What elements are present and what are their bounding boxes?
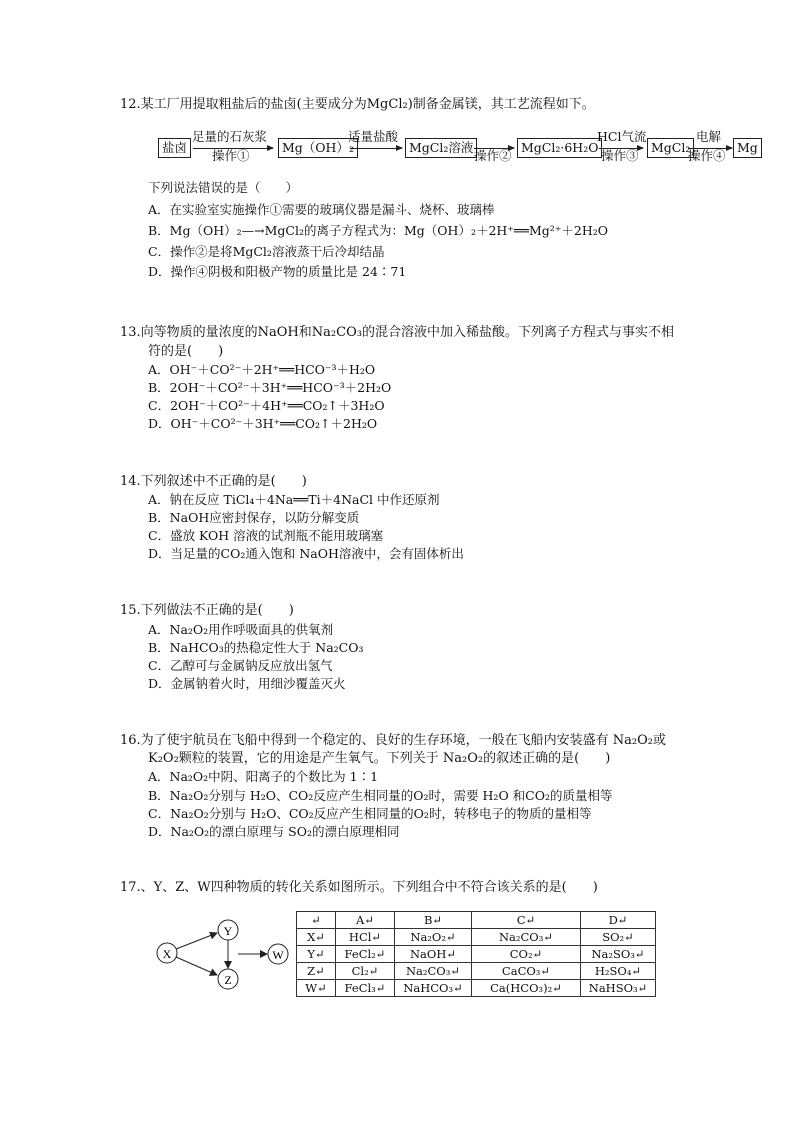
table-cell: X↵ bbox=[297, 929, 336, 946]
q16-title-cont: K₂O₂颗粒的装置，它的用途是产生氧气。下列关于 Na₂O₂的叙述正确的是( ) bbox=[148, 751, 611, 766]
q12-option-d: D．操作④阴极和阳极产物的质量比是 24∶71 bbox=[148, 264, 407, 279]
table-header-cell: ↵ bbox=[297, 912, 336, 929]
q13-title-cont: 符的是( ) bbox=[148, 344, 224, 359]
node-y-label: Y bbox=[223, 924, 233, 938]
arrow-x-y bbox=[176, 933, 217, 949]
q12-option-a: A．在实验室实施操作①需要的玻璃仪器是漏斗、烧杯、玻璃棒 bbox=[148, 202, 495, 217]
flow-box-mgcl2: MgCl₂ bbox=[647, 138, 694, 158]
q14-option-a: A．钠在反应 TiCl₄＋4Na══Ti＋4NaCl 中作还原剂 bbox=[148, 492, 440, 507]
q16-option-d: D．Na₂O₂的漂白原理与 SO₂的漂白原理相同 bbox=[148, 824, 400, 839]
flow-arrow3-bottom: 操作② bbox=[474, 148, 512, 163]
flow-arrow2 bbox=[350, 148, 402, 149]
flow-box-mgcl2-hydrate: MgCl₂·6H₂O bbox=[517, 138, 602, 158]
q16-option-a: A．Na₂O₂中阴、阳离子的个数比为 1∶1 bbox=[148, 769, 379, 784]
flow-arrow4-top: HCl气流 bbox=[597, 129, 647, 144]
table-header-row bbox=[297, 912, 656, 929]
flow-arrow5-top: 电解 bbox=[696, 129, 722, 144]
q15-option-b: B．NaHCO₃的热稳定性大于 Na₂CO₃ bbox=[148, 640, 364, 655]
flow-box-mg: Mg bbox=[733, 138, 762, 158]
flow-arrow2-top: 适量盐酸 bbox=[348, 129, 399, 144]
table-row bbox=[297, 963, 656, 980]
table-cell: CO₂↵ bbox=[472, 946, 581, 963]
q16-option-b: B．Na₂O₂分别与 H₂O、CO₂反应产生相同量的O₂时，需要 H₂O 和CO₂的质量相等 bbox=[148, 788, 613, 803]
q17-title: 17.、Y、Z、W四种物质的转化关系如图所示。下列组合中不符合该关系的是( ) bbox=[120, 880, 598, 895]
q14-option-b: B．NaOH应密封保存，以防分解变质 bbox=[148, 510, 360, 525]
table-cell: Na₂O₂↵ bbox=[395, 929, 472, 946]
table-row bbox=[297, 946, 656, 963]
q14-option-c: C．盛放 KOH 溶液的试剂瓶不能用玻璃塞 bbox=[148, 528, 384, 543]
q13-option-b: B．2OH⁻＋CO²⁻＋3H⁺══HCO⁻³＋2H₂O bbox=[148, 380, 392, 395]
table-header-cell: A↵ bbox=[336, 912, 395, 929]
table-cell: Na₂CO₃↵ bbox=[395, 963, 472, 980]
q13-option-a: A．OH⁻＋CO²⁻＋2H⁺══HCO⁻³＋H₂O bbox=[148, 362, 376, 377]
q12-option-c: C．操作②是将MgCl₂溶液蒸干后冷却结晶 bbox=[148, 244, 385, 259]
q15-title: 15.下列做法不正确的是( ) bbox=[120, 603, 294, 618]
table-header-cell: C↵ bbox=[472, 912, 581, 929]
flow-arrow4-bottom: 操作③ bbox=[601, 148, 639, 163]
arrow-x-z bbox=[176, 957, 217, 975]
table-cell: HCl↵ bbox=[336, 929, 395, 946]
q14-option-d: D．当足量的CO₂通入饱和 NaOH溶液中，会有固体析出 bbox=[148, 546, 464, 561]
table-cell: NaHCO₃↵ bbox=[395, 980, 472, 997]
table-cell: CaCO₃↵ bbox=[472, 963, 581, 980]
q17-conversion-diagram bbox=[150, 912, 295, 994]
table-cell: NaHSO₃↵ bbox=[581, 980, 656, 997]
node-z-label: Z bbox=[224, 973, 232, 987]
flow-arrow1-top: 足量的石灰浆 bbox=[192, 129, 268, 144]
table-cell: Y↵ bbox=[297, 946, 336, 963]
flow-arrow1-bottom: 操作① bbox=[212, 148, 250, 163]
q12-option-b: B．Mg（OH）₂—→MgCl₂的离子方程式为：Mg（OH）₂＋2H⁺══Mg²⁺＋2H₂O bbox=[148, 223, 608, 238]
table-header-cell: B↵ bbox=[395, 912, 472, 929]
node-x-label: X bbox=[162, 947, 172, 961]
flow-box-mgcl2-solution: MgCl₂溶液 bbox=[405, 138, 477, 158]
table-cell: FeCl₃↵ bbox=[336, 980, 395, 997]
table-cell: SO₂↵ bbox=[581, 929, 656, 946]
q17-options-table bbox=[296, 911, 656, 997]
q16-title: 16.为了使宇航员在飞船中得到一个稳定的、良好的生存环境，一般在飞船内安装盛有 Na₂O₂或 bbox=[120, 733, 667, 748]
q16-option-c: C．Na₂O₂分别与 H₂O、CO₂反应产生相同量的O₂时，转移电子的物质的量相等 bbox=[148, 806, 592, 821]
table-cell: NaOH↵ bbox=[395, 946, 472, 963]
q13-option-c: C．2OH⁻＋CO²⁻＋4H⁺══CO₂↑＋3H₂O bbox=[148, 398, 385, 413]
q13-option-d: D．OH⁻＋CO²⁻＋3H⁺══CO₂↑＋2H₂O bbox=[148, 416, 378, 431]
node-w-label: W bbox=[272, 948, 284, 962]
table-cell: H₂SO₄↵ bbox=[581, 963, 656, 980]
q15-option-a: A．Na₂O₂用作呼吸面具的供氧剂 bbox=[148, 622, 334, 637]
q12-title: 12.某工厂用提取粗盐后的盐卤(主要成分为MgCl₂)制备金属镁，其工艺流程如下。 bbox=[120, 97, 595, 112]
flow-box-brine: 盐卤 bbox=[158, 138, 191, 158]
table-cell: FeCl₂↵ bbox=[336, 946, 395, 963]
table-cell: Na₂SO₃↵ bbox=[581, 946, 656, 963]
table-cell: Na₂CO₃↵ bbox=[472, 929, 581, 946]
q12-stem: 下列说法错误的是（ ） bbox=[148, 180, 299, 195]
q15-option-d: D．金属钠着火时，用细沙覆盖灭火 bbox=[148, 676, 346, 691]
table-cell: Z↵ bbox=[297, 963, 336, 980]
q13-title: 13.向等物质的量浓度的NaOH和Na₂CO₃的混合溶液中加入稀盐酸。下列离子方程式与事实不相 bbox=[120, 325, 674, 340]
table-row bbox=[297, 980, 656, 997]
flow-box-mgoh2: Mg（OH）₂ bbox=[278, 138, 358, 158]
table-cell: Ca(HCO₃)₂↵ bbox=[472, 980, 581, 997]
q15-option-c: C．乙醇可与金属钠反应放出氢气 bbox=[148, 658, 333, 673]
q14-title: 14.下列叙述中不正确的是( ) bbox=[120, 474, 307, 489]
flow-arrow5-bottom: 操作④ bbox=[688, 148, 726, 163]
table-header-cell: D↵ bbox=[581, 912, 656, 929]
table-cell: Cl₂↵ bbox=[336, 963, 395, 980]
table-cell: W↵ bbox=[297, 980, 336, 997]
table-row bbox=[297, 929, 656, 946]
